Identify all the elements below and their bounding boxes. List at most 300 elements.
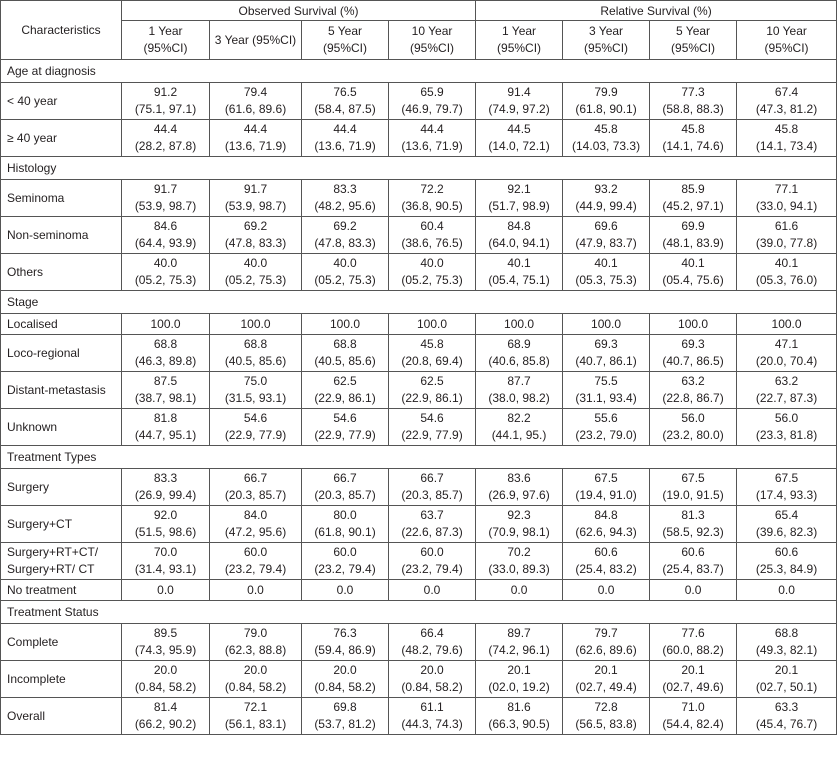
confidence-interval: (49.3, 82.1) <box>755 643 818 657</box>
survival-value: 91.7 <box>243 182 268 196</box>
row-label: No treatment <box>1 580 122 601</box>
confidence-interval: (74.9, 97.2) <box>488 102 550 116</box>
confidence-interval: (66.3, 90.5) <box>488 717 550 731</box>
table-cell <box>302 698 389 735</box>
confidence-interval: (38.6, 76.5) <box>401 236 463 250</box>
header-col-period: 1 Year <box>502 24 537 38</box>
section-row-treatment-status <box>1 601 837 624</box>
survival-value: 92.0 <box>153 508 178 522</box>
confidence-interval: (38.0, 98.2) <box>488 391 550 405</box>
table-cell <box>650 409 737 446</box>
survival-value: 63.2 <box>681 374 705 388</box>
table-cell <box>389 661 476 698</box>
header-col-period: 3 Year <box>589 24 624 38</box>
header-observed-survival: Observed Survival (%) <box>122 1 476 21</box>
table-cell <box>122 335 210 372</box>
confidence-interval: (70.9, 98.1) <box>488 525 550 539</box>
table-cell <box>302 372 389 409</box>
survival-value: 92.3 <box>507 508 531 522</box>
confidence-interval: (17.4, 93.3) <box>755 488 818 502</box>
table-cell <box>650 543 737 580</box>
survival-value: 80.0 <box>333 508 357 522</box>
table-row-surgery-rt-ct <box>1 543 837 580</box>
confidence-interval: (66.2, 90.2) <box>134 717 197 731</box>
table-cell <box>737 698 837 735</box>
survival-value: 63.2 <box>774 374 799 388</box>
table-cell <box>476 506 563 543</box>
row-label: Surgery <box>1 469 122 506</box>
table-cell <box>210 543 302 580</box>
header-col-2 <box>302 21 389 60</box>
table-cell <box>389 120 476 157</box>
survival-value: 71.0 <box>681 700 705 714</box>
survival-value: 65.4 <box>774 508 799 522</box>
table-cell <box>650 661 737 698</box>
confidence-interval: (64.4, 93.9) <box>134 236 197 250</box>
confidence-interval: (48.2, 95.6) <box>314 199 376 213</box>
table-cell <box>210 580 302 601</box>
header-col-ci: (95%CI) <box>497 41 542 55</box>
confidence-interval: (25.4, 83.7) <box>662 562 724 576</box>
table-cell <box>737 314 837 335</box>
survival-value: 0.0 <box>597 583 615 597</box>
confidence-interval: (05.4, 75.6) <box>662 273 724 287</box>
confidence-interval: (19.0, 91.5) <box>662 488 724 502</box>
survival-value: 61.1 <box>420 700 444 714</box>
confidence-interval: (0.84, 58.2) <box>314 680 376 694</box>
confidence-interval: (47.8, 83.3) <box>314 236 376 250</box>
table-cell <box>737 372 837 409</box>
survival-value: 0.0 <box>510 583 528 597</box>
survival-value: 60.6 <box>594 545 618 559</box>
survival-value: 84.6 <box>153 219 178 233</box>
confidence-interval: (53.9, 98.7) <box>134 199 197 213</box>
header-relative-survival: Relative Survival (%) <box>476 1 837 21</box>
table-row-age-lt40 <box>1 83 837 120</box>
table-cell <box>476 180 563 217</box>
table-cell <box>476 698 563 735</box>
table-cell <box>302 254 389 291</box>
confidence-interval: (40.6, 85.8) <box>488 354 550 368</box>
table-cell <box>476 314 563 335</box>
table-cell <box>476 120 563 157</box>
confidence-interval: (25.3, 84.9) <box>755 562 818 576</box>
confidence-interval: (26.9, 99.4) <box>134 488 197 502</box>
table-row-overall <box>1 698 837 735</box>
confidence-interval: (23.2, 79.4) <box>314 562 376 576</box>
survival-value: 40.0 <box>153 256 178 270</box>
table-cell <box>122 217 210 254</box>
header-col-5 <box>563 21 650 60</box>
header-col-period: 5 Year <box>327 24 363 38</box>
row-label <box>1 543 122 580</box>
confidence-interval: (31.4, 93.1) <box>134 562 197 576</box>
survival-value: 83.6 <box>507 471 531 485</box>
table-cell <box>210 698 302 735</box>
confidence-interval: (61.8, 90.1) <box>575 102 637 116</box>
header-col-period: 10 Year <box>411 24 453 38</box>
confidence-interval: (20.3, 85.7) <box>314 488 376 502</box>
section-row-stage <box>1 291 837 314</box>
table-cell <box>476 372 563 409</box>
table-cell <box>122 580 210 601</box>
survival-value: 47.1 <box>774 337 799 351</box>
confidence-interval: (58.8, 88.3) <box>662 102 724 116</box>
survival-value: 67.4 <box>774 85 799 99</box>
survival-value: 100.0 <box>678 317 709 331</box>
table-row-surgery-ct <box>1 506 837 543</box>
confidence-interval: (58.4, 87.5) <box>314 102 376 116</box>
survival-value: 20.0 <box>333 663 357 677</box>
confidence-interval: (23.2, 79.0) <box>575 428 637 442</box>
table-cell <box>210 83 302 120</box>
survival-value: 60.0 <box>333 545 357 559</box>
survival-value: 77.6 <box>681 626 705 640</box>
table-cell <box>122 661 210 698</box>
header-col-ci: (95%CI) <box>671 41 716 55</box>
header-col-ci: (95%CI) <box>143 41 188 55</box>
confidence-interval: (62.6, 94.3) <box>575 525 637 539</box>
survival-value: 69.8 <box>333 700 357 714</box>
confidence-interval: (20.3, 85.7) <box>224 488 287 502</box>
confidence-interval: (22.9, 86.1) <box>314 391 376 405</box>
table-cell <box>210 409 302 446</box>
confidence-interval: (0.84, 58.2) <box>134 680 197 694</box>
table-row-loco-regional <box>1 335 837 372</box>
survival-value: 40.0 <box>243 256 268 270</box>
confidence-interval: (56.1, 83.1) <box>224 717 287 731</box>
table-cell <box>737 506 837 543</box>
survival-value: 56.0 <box>774 411 799 425</box>
survival-value: 69.9 <box>681 219 705 233</box>
confidence-interval: (31.1, 93.4) <box>575 391 637 405</box>
confidence-interval: (46.3, 89.8) <box>134 354 197 368</box>
table-row-incomplete <box>1 661 837 698</box>
header-col-6 <box>650 21 737 60</box>
table-cell <box>650 120 737 157</box>
table-cell <box>302 543 389 580</box>
row-label: Non-seminoma <box>1 217 122 254</box>
confidence-interval: (47.3, 81.2) <box>755 102 818 116</box>
table-cell <box>563 543 650 580</box>
table-cell <box>563 469 650 506</box>
survival-value: 91.4 <box>507 85 531 99</box>
table-cell <box>389 698 476 735</box>
survival-value: 44.4 <box>243 122 268 136</box>
survival-value: 60.6 <box>774 545 799 559</box>
confidence-interval: (23.2, 79.4) <box>401 562 463 576</box>
survival-value: 69.2 <box>243 219 268 233</box>
confidence-interval: (39.6, 82.3) <box>755 525 818 539</box>
table-cell <box>122 506 210 543</box>
confidence-interval: (54.4, 82.4) <box>662 717 724 731</box>
survival-value: 20.1 <box>507 663 531 677</box>
confidence-interval: (05.3, 75.3) <box>575 273 637 287</box>
survival-value: 76.5 <box>333 85 357 99</box>
survival-value: 45.8 <box>420 337 444 351</box>
table-cell <box>563 83 650 120</box>
confidence-interval: (14.1, 73.4) <box>755 139 818 153</box>
survival-value: 100.0 <box>504 317 535 331</box>
header-col-0 <box>122 21 210 60</box>
table-cell <box>476 217 563 254</box>
table-cell <box>389 543 476 580</box>
survival-value: 70.0 <box>153 545 178 559</box>
survival-value: 79.0 <box>243 626 268 640</box>
row-label-line: Surgery+RT/ CT <box>7 562 95 576</box>
table-cell <box>737 180 837 217</box>
confidence-interval: (23.2, 79.4) <box>224 562 287 576</box>
confidence-interval: (74.2, 96.1) <box>488 643 550 657</box>
confidence-interval: (13.6, 71.9) <box>224 139 287 153</box>
survival-value: 68.8 <box>243 337 268 351</box>
survival-value: 44.4 <box>153 122 178 136</box>
confidence-interval: (75.1, 97.1) <box>134 102 197 116</box>
survival-value: 100.0 <box>329 317 361 331</box>
survival-value: 77.1 <box>774 182 799 196</box>
table-cell <box>650 180 737 217</box>
table-row-distant <box>1 372 837 409</box>
table-cell <box>650 624 737 661</box>
confidence-interval: (45.2, 97.1) <box>662 199 724 213</box>
table-cell <box>737 335 837 372</box>
table-cell <box>650 372 737 409</box>
survival-value: 44.5 <box>507 122 531 136</box>
confidence-interval: (02.7, 49.6) <box>662 680 724 694</box>
table-cell <box>563 624 650 661</box>
confidence-interval: (05.2, 75.3) <box>224 273 287 287</box>
table-cell <box>737 83 837 120</box>
confidence-interval: (22.9, 77.9) <box>224 428 287 442</box>
header-col-period: 10 Year <box>766 24 807 38</box>
confidence-interval: (05.3, 76.0) <box>755 273 818 287</box>
confidence-interval: (62.6, 89.6) <box>575 643 637 657</box>
header-col-ci: (95%CI) <box>410 41 455 55</box>
table-row-localised <box>1 314 837 335</box>
confidence-interval: (44.3, 74.3) <box>401 717 463 731</box>
survival-value: 45.8 <box>681 122 705 136</box>
survival-value: 100.0 <box>771 317 802 331</box>
table-cell <box>302 180 389 217</box>
table-cell <box>563 506 650 543</box>
header-col-ci: (95%CI) <box>322 41 367 55</box>
row-label: Complete <box>1 624 122 661</box>
header-col-period: 1 Year <box>148 24 183 38</box>
table-cell <box>122 543 210 580</box>
table-cell <box>389 580 476 601</box>
header-characteristics: Characteristics <box>1 1 122 60</box>
survival-value: 66.7 <box>333 471 357 485</box>
table-cell <box>563 314 650 335</box>
table-cell <box>476 469 563 506</box>
table-cell <box>563 335 650 372</box>
table-cell <box>302 624 389 661</box>
table-cell <box>302 335 389 372</box>
survival-value: 65.9 <box>420 85 444 99</box>
survival-value: 82.2 <box>507 411 531 425</box>
confidence-interval: (48.1, 83.9) <box>662 236 724 250</box>
survival-value: 81.6 <box>507 700 531 714</box>
table-cell <box>563 254 650 291</box>
row-label: Unknown <box>1 409 122 446</box>
survival-value: 87.5 <box>153 374 178 388</box>
survival-value: 93.2 <box>594 182 618 196</box>
table-cell <box>302 314 389 335</box>
table-row-others <box>1 254 837 291</box>
survival-value: 72.2 <box>420 182 444 196</box>
section-row-age <box>1 60 837 83</box>
confidence-interval: (64.0, 94.1) <box>488 236 550 250</box>
confidence-interval: (02.7, 50.1) <box>755 680 818 694</box>
confidence-interval: (59.4, 86.9) <box>314 643 376 657</box>
survival-value: 69.6 <box>594 219 618 233</box>
table-cell <box>476 624 563 661</box>
table-cell <box>650 580 737 601</box>
table-cell <box>122 120 210 157</box>
confidence-interval: (28.2, 87.8) <box>134 139 197 153</box>
survival-value: 68.8 <box>153 337 178 351</box>
table-cell <box>737 254 837 291</box>
table-cell <box>737 217 837 254</box>
confidence-interval: (19.4, 91.0) <box>575 488 637 502</box>
survival-value: 45.8 <box>594 122 618 136</box>
table-cell <box>650 506 737 543</box>
confidence-interval: (47.8, 83.3) <box>224 236 287 250</box>
section-heading: Age at diagnosis <box>1 60 837 83</box>
survival-value: 79.7 <box>594 626 618 640</box>
table-cell <box>650 335 737 372</box>
survival-value: 92.1 <box>507 182 531 196</box>
table-cell <box>476 580 563 601</box>
table-cell <box>210 217 302 254</box>
table-cell <box>389 180 476 217</box>
row-label: Seminoma <box>1 180 122 217</box>
confidence-interval: (62.3, 88.8) <box>224 643 287 657</box>
confidence-interval: (74.3, 95.9) <box>134 643 197 657</box>
table-cell <box>122 698 210 735</box>
table-cell <box>563 409 650 446</box>
survival-value: 40.0 <box>333 256 357 270</box>
confidence-interval: (13.6, 71.9) <box>314 139 376 153</box>
survival-value: 44.4 <box>333 122 357 136</box>
table-cell <box>210 506 302 543</box>
table-cell <box>650 254 737 291</box>
table-row-complete <box>1 624 837 661</box>
survival-value: 40.1 <box>507 256 531 270</box>
table-cell <box>563 120 650 157</box>
row-label: ≥ 40 year <box>1 120 122 157</box>
confidence-interval: (33.0, 89.3) <box>488 562 550 576</box>
table-cell <box>389 506 476 543</box>
confidence-interval: (13.6, 71.9) <box>401 139 463 153</box>
table-row-seminoma <box>1 180 837 217</box>
header-col-ci: (95%CI) <box>584 41 629 55</box>
table-cell <box>476 335 563 372</box>
confidence-interval: (40.7, 86.1) <box>575 354 637 368</box>
row-label: Surgery+CT <box>1 506 122 543</box>
table-cell <box>210 661 302 698</box>
table-row-non-seminoma <box>1 217 837 254</box>
confidence-interval: (38.7, 98.1) <box>134 391 197 405</box>
survival-value: 44.4 <box>420 122 444 136</box>
survival-value: 100.0 <box>240 317 271 331</box>
table-cell <box>122 314 210 335</box>
table-cell <box>210 335 302 372</box>
table-cell <box>737 580 837 601</box>
table-cell <box>650 469 737 506</box>
confidence-interval: (51.5, 98.6) <box>134 525 197 539</box>
confidence-interval: (20.3, 85.7) <box>401 488 463 502</box>
header-col-period: 5 Year <box>676 24 711 38</box>
table-cell <box>389 469 476 506</box>
survival-value: 89.7 <box>507 626 531 640</box>
table-cell <box>302 409 389 446</box>
survival-value: 69.3 <box>594 337 618 351</box>
table-cell <box>476 83 563 120</box>
survival-value: 0.0 <box>336 583 354 597</box>
confidence-interval: (40.5, 85.6) <box>314 354 376 368</box>
survival-value: 60.0 <box>243 545 268 559</box>
survival-value: 20.0 <box>243 663 268 677</box>
confidence-interval: (23.2, 80.0) <box>662 428 724 442</box>
row-label: Overall <box>1 698 122 735</box>
table-cell <box>737 120 837 157</box>
header-col-1 <box>210 21 302 60</box>
confidence-interval: (02.0, 19.2) <box>488 680 550 694</box>
section-heading: Treatment Types <box>1 446 837 469</box>
confidence-interval: (44.9, 99.4) <box>575 199 637 213</box>
table-cell <box>737 624 837 661</box>
confidence-interval: (44.7, 95.1) <box>134 428 197 442</box>
section-heading: Stage <box>1 291 837 314</box>
confidence-interval: (23.3, 81.8) <box>755 428 818 442</box>
survival-value: 20.0 <box>420 663 444 677</box>
table-cell <box>302 469 389 506</box>
confidence-interval: (31.5, 93.1) <box>224 391 287 405</box>
table-cell <box>210 624 302 661</box>
table-cell <box>210 314 302 335</box>
survival-value: 66.7 <box>243 471 268 485</box>
survival-value: 100.0 <box>417 317 448 331</box>
table-cell <box>389 314 476 335</box>
survival-value: 60.6 <box>681 545 705 559</box>
survival-value: 77.3 <box>681 85 705 99</box>
survival-value: 62.5 <box>333 374 357 388</box>
survival-value: 60.0 <box>420 545 444 559</box>
confidence-interval: (26.9, 97.6) <box>488 488 550 502</box>
table-cell <box>737 543 837 580</box>
table-cell <box>650 217 737 254</box>
survival-value: 20.0 <box>153 663 178 677</box>
section-row-histology <box>1 157 837 180</box>
confidence-interval: (14.03, 73.3) <box>572 139 641 153</box>
confidence-interval: (0.84, 58.2) <box>224 680 287 694</box>
survival-value: 67.5 <box>681 471 705 485</box>
survival-value: 54.6 <box>243 411 268 425</box>
survival-value: 72.8 <box>594 700 618 714</box>
table-cell <box>302 217 389 254</box>
confidence-interval: (22.9, 77.9) <box>401 428 463 442</box>
header-col-4 <box>476 21 563 60</box>
confidence-interval: (47.9, 83.7) <box>575 236 637 250</box>
confidence-interval: (58.5, 92.3) <box>662 525 724 539</box>
survival-value: 68.8 <box>774 626 799 640</box>
table-cell <box>302 120 389 157</box>
survival-value: 20.1 <box>594 663 618 677</box>
survival-value: 91.7 <box>153 182 178 196</box>
survival-value: 83.3 <box>153 471 178 485</box>
table-cell <box>122 372 210 409</box>
